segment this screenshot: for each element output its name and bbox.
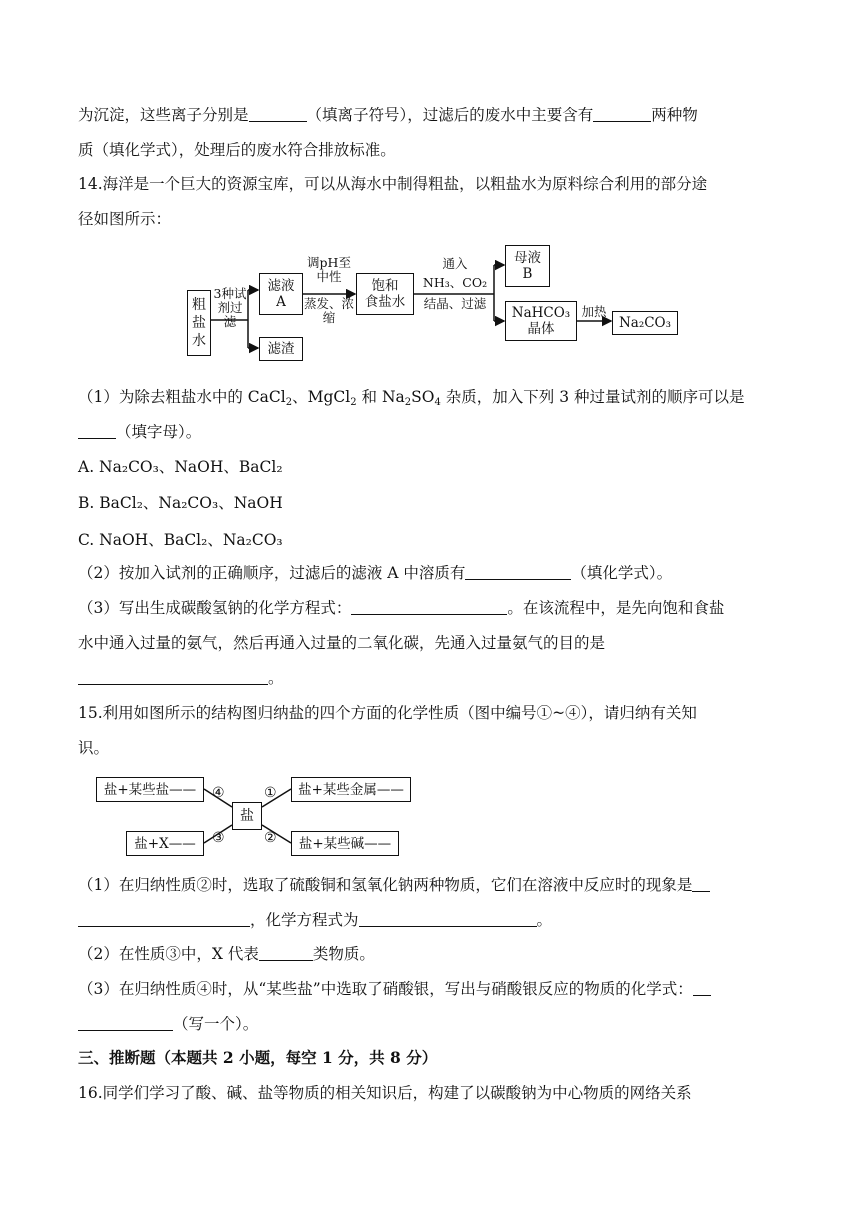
text: 、MgCl <box>292 388 351 406</box>
answer-blank[interactable] <box>359 910 537 927</box>
q15-intro: 识。 <box>78 739 110 757</box>
crude-brine-box: 粗盐水 <box>187 290 211 356</box>
filtrate-letter: A <box>276 294 286 310</box>
text: ，化学方程式为 <box>250 911 359 929</box>
text: （1）为除去粗盐水中的 CaCl <box>78 388 286 406</box>
top-left-box: 盐+某些盐—— <box>96 777 204 802</box>
residue-box: 滤渣 <box>259 337 303 361</box>
number-3: ③ <box>212 830 225 846</box>
q15-part3-cont <box>78 1013 258 1035</box>
q15-part2 <box>78 943 375 965</box>
text: 类物质。 <box>312 945 375 963</box>
q16-intro: 16.同学们学习了酸、碱、盐等物质的相关知识后，构建了以碳酸钠为中心物质的网络关系 <box>78 1084 692 1102</box>
text: 。 <box>268 669 284 687</box>
bottom-left-box: 盐+X—— <box>126 831 204 856</box>
option-c: C. NaOH、BaCl₂、Na₂CO₃ <box>78 531 283 549</box>
step2-label-bottom: 蒸发、浓缩 <box>303 296 354 325</box>
text: SO <box>411 388 435 406</box>
number-4: ④ <box>212 785 225 801</box>
option-a: A. Na₂CO₃、NaOH、BaCl₂ <box>78 458 283 476</box>
text: （2）按加入试剂的正确顺序，过滤后的滤液 A 中溶质有 <box>78 564 466 582</box>
text: （填化学式）。 <box>571 564 673 582</box>
text: 。在该流程中，是先向饱和食盐 <box>507 599 725 617</box>
text: （填离子符号），过滤后的废水中主要含有 <box>306 106 594 124</box>
text: （1）在归纳性质②时，选取了硫酸铜和氢氧化钠两种物质，它们在溶液中反应时的现象是 <box>78 876 693 894</box>
saturated-label: 食盐水 <box>364 294 406 310</box>
text: （2）在性质③中，X 代表 <box>78 945 259 963</box>
section-heading: 三、推断题（本题共 2 小题，每空 1 分，共 8 分） <box>78 1048 438 1067</box>
answer-blank[interactable] <box>78 1014 173 1031</box>
answer-blank[interactable] <box>259 944 313 961</box>
step1-label: 3种试剂过滤 <box>213 286 247 329</box>
text: 。 <box>536 911 553 929</box>
nahco3-label: NaHCO₃ <box>511 305 571 321</box>
center-salt-box: 盐 <box>232 802 262 830</box>
number-2: ② <box>264 830 277 846</box>
text-line: 质（填化学式），处理后的废水符合排放标准。 <box>78 141 396 159</box>
q14-part3-cont: 水中通入过量的氨气，然后再通入过量的二氧化碳，先通入过量氨气的目的是 <box>78 634 606 652</box>
saturated-label: 饱和 <box>371 278 399 294</box>
bottom-right-box: 盐+某些碱—— <box>291 831 399 856</box>
top-right-box: 盐+某些金属—— <box>291 777 411 802</box>
option-b: B. BaCl₂、Na₂CO₃、NaOH <box>78 494 283 512</box>
answer-blank[interactable] <box>693 979 711 996</box>
text: 杂质，加入下列 3 种过量试剂的顺序可以是 <box>440 388 745 406</box>
text: （写一个）。 <box>173 1015 259 1033</box>
text: （3）写出生成碳酸氢钠的化学方程式： <box>78 599 352 617</box>
text: 为沉淀，这些离子分别是 <box>78 106 249 124</box>
text: 两种物 <box>651 106 698 124</box>
q15-part3 <box>78 978 711 1000</box>
q15-part1 <box>78 874 710 896</box>
q14-intro: 径如图所示： <box>78 210 172 228</box>
text: 和 Na <box>356 388 405 406</box>
step2-label-top: 调pH至中性 <box>307 255 351 284</box>
heat-label: 加热 <box>581 304 607 319</box>
mother-label: 母液 <box>514 250 541 266</box>
mother-letter: B <box>522 266 533 282</box>
q14-part1: （1）为除去粗盐水中的 CaCl$_2$、MgCl$_2$ 和 $Na_2SO_4$ 杂质，加入下列 3 种过量试剂的顺序可以是 <box>78 388 745 408</box>
answer-blank[interactable] <box>692 875 710 892</box>
q14-intro: 14.海洋是一个巨大的资源宝库，可以从海水中制得粗盐，以粗盐水为原料综合利用的部分途 <box>78 175 708 193</box>
answer-blank[interactable] <box>78 910 250 927</box>
text: （填字母）。 <box>116 423 202 441</box>
nahco3-label: 晶体 <box>527 321 555 337</box>
filtrate-label: 滤液 <box>267 278 295 294</box>
step3-label: NH₃、CO₂ <box>422 275 488 290</box>
number-1: ① <box>264 785 277 801</box>
q15-part1-cont <box>78 909 552 931</box>
step3-label: 结晶、过滤 <box>423 296 487 311</box>
q15-intro: 15.利用如图所示的结构图归纳盐的四个方面的化学性质（图中编号①~④），请归纳有关知 <box>78 704 697 722</box>
text: （3）在归纳性质④时，从“某些盐”中选取了硝酸银，写出与硝酸银反应的物质的化学式： <box>78 980 693 998</box>
step3-label: 通入 <box>442 256 468 271</box>
na2co3-box: Na₂CO₃ <box>612 311 678 335</box>
